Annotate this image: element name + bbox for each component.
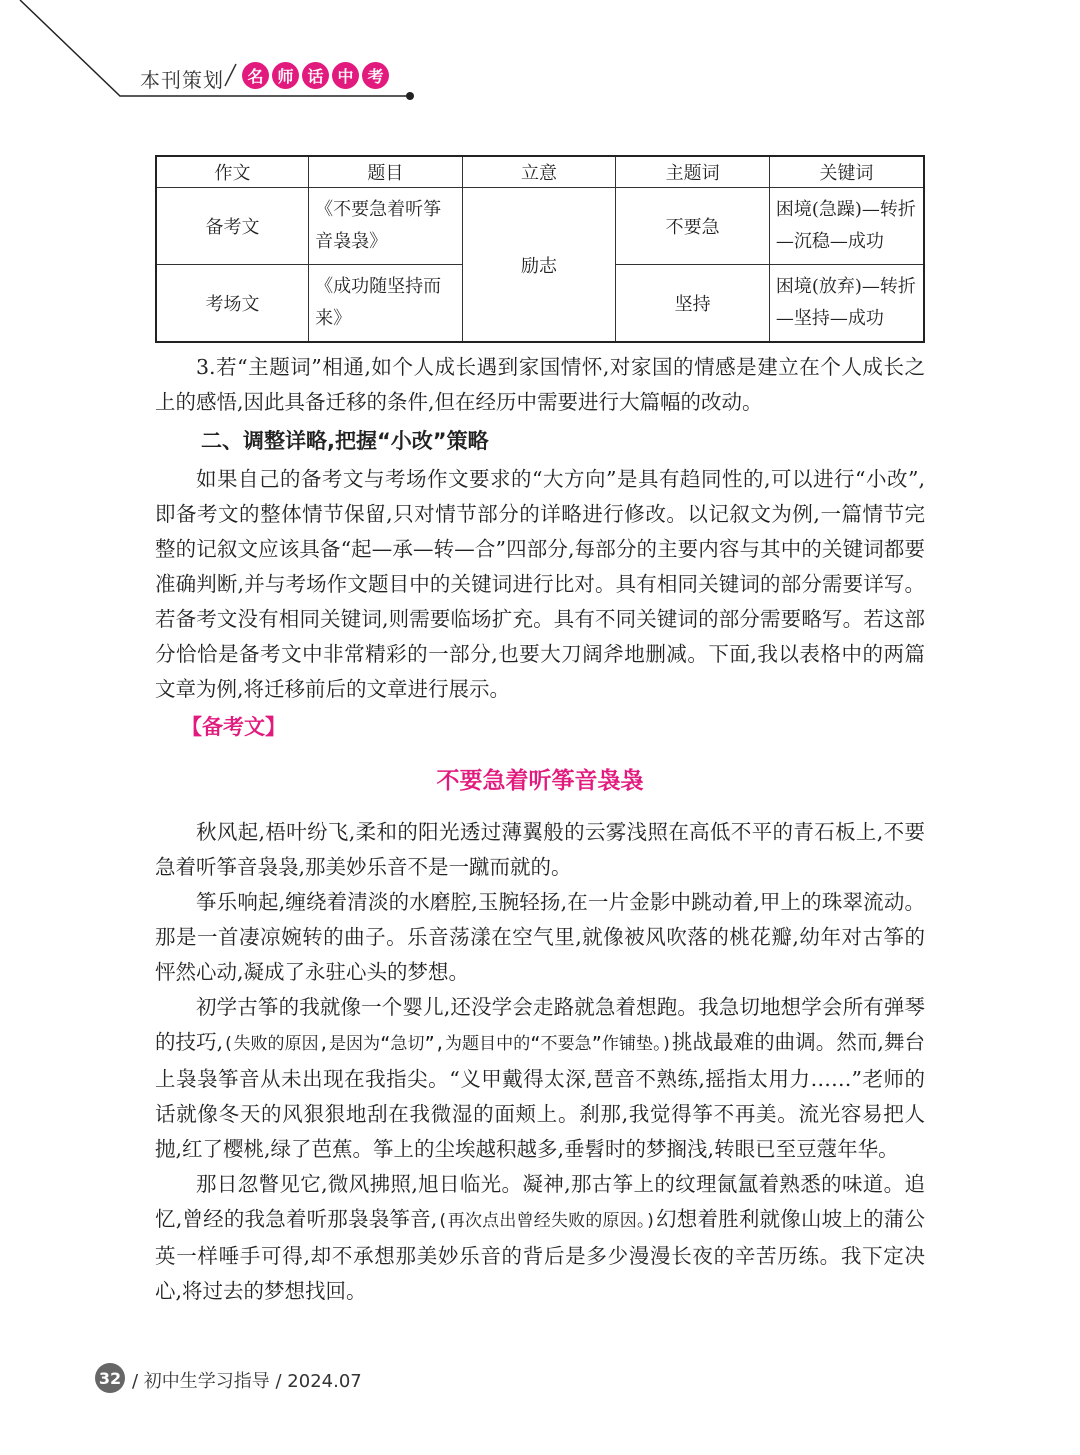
cell-title: 《不要急着听筝音袅袅》 [309,188,463,265]
series-char: 考 [362,62,389,89]
publication-info: / 初中生学习指导 / 2024.07 [132,1371,362,1392]
header-decoration [0,0,1080,110]
cell-theme-word: 坚持 [616,264,770,342]
series-char: 中 [332,62,359,89]
col-header: 题目 [309,156,463,188]
series-char: 名 [242,62,269,89]
essay-tag: 【备考文】 [181,715,286,739]
essay-paragraph: 筝乐响起,缠绕着清淡的水磨腔,玉腕轻扬,在一片金影中跳动着,甲上的珠翠流动。那是一首凄凉婉转的曲子。乐音荡漾在空气里,就像被风吹落的桃花瓣,幼年对古筝的怦然心动,凝成了永驻心头的梦想。 [155,890,925,984]
cell-title: 《成功随坚持而来》 [309,264,463,342]
cell-keywords: 困境(急躁)—转折—沉稳—成功 [769,188,924,265]
essay-paragraph [155,990,925,1167]
cell-essay: 备考文 [156,188,309,265]
cell-theme-word: 不要急 [616,188,770,265]
essay-comparison-table [155,155,925,343]
article-body [155,350,925,1309]
col-header: 主题词 [616,156,770,188]
essay-text: 幻想着胜利就像山坡上的蒲公英一样唾手可得,却不承想那美妙乐音的背后是多少漫漫长夜的辛苦历练。我下定决心,将过去的梦想找回。 [155,1207,925,1303]
section-label: 本刊策划 [140,68,224,92]
series-char: 话 [302,62,329,89]
paragraph-point-3: 3.若“主题词”相通,如个人成长遇到家国情怀,对家国的情感是建立在个人成长之上的感悟,因此具备迁移的条件,但在经历中需要进行大篇幅的改动。 [155,355,925,414]
table-header-row [156,156,924,188]
page-number: 32 [95,1363,125,1393]
col-header: 作文 [156,156,309,188]
table-row [156,188,924,265]
series-title [242,62,389,89]
cell-keywords: 困境(放弃)—转折—坚持—成功 [769,264,924,342]
essay-text: 那日忽瞥见它,微风拂照,旭日临光。凝神,那古筝上的纹理氤氲着熟悉的味道。追忆,曾经的我急着听那袅袅筝音, [155,1172,925,1231]
section-heading: 二、调整详略,把握“小改”策略 [201,429,489,453]
essay-paragraph: 秋风起,梧叶纷飞,柔和的阳光透过薄翼般的云雾浅照在高低不平的青石板上,不要急着听筝音袅袅,那美妙乐音不是一蹴而就的。 [155,820,925,879]
col-header: 立意 [462,156,616,188]
paragraph-small-change: 如果自己的备考文与考场作文要求的“大方向”是具有趋同性的,可以进行“小改”,即备考文的整体情节保留,只对情节部分的详略进行修改。以记叙文为例,一篇情节完整的记叙文应该具备“起—承—转—合”四部分,每部分的主要内容与其中的关键词都要准确判断,并与考场作文题目中的关键词进行比对。具有相同关键词的部分需要详写。若备考文没有相同关键词,则需要临场扩充。具有不同关键词的部分需要略写。若这部分恰恰是备考文中非常精彩的一部分,也要大刀阔斧地删减。下面,我以表格中的两篇文章为例,将迁移前后的文章进行展示。 [155,467,925,701]
cell-intent: 励志 [462,188,616,343]
col-header: 关键词 [769,156,924,188]
essay-paragraph [155,1167,925,1309]
essay-annotation: (失败的原因,是因为“急切”,为题目中的“不要急”作铺垫。) [223,1034,672,1054]
cell-essay: 考场文 [156,264,309,342]
essay-text: 初学古筝的我就像一个婴儿,还没学会走路就急着想跑。我急切地想学会所有弹琴的技巧, [155,995,925,1054]
essay-title: 不要急着听筝音袅袅 [436,767,644,794]
essay-text: 挑战最难的曲调。然而,舞台上袅袅筝音从未出现在我指尖。“义甲戴得太深,琶音不熟练,摇指太用力……”老师的话就像冬天的风狠狠地刮在我微湿的面颊上。刹那,我觉得筝不再美。流光容易把人抛,红了樱桃,绿了芭蕉。筝上的尘埃越积越多,垂髫时的梦搁浅,转眼已至豆蔻年华。 [155,1030,925,1161]
essay-annotation: (再次点出曾经失败的原因。) [437,1211,656,1231]
series-char: 师 [272,62,299,89]
